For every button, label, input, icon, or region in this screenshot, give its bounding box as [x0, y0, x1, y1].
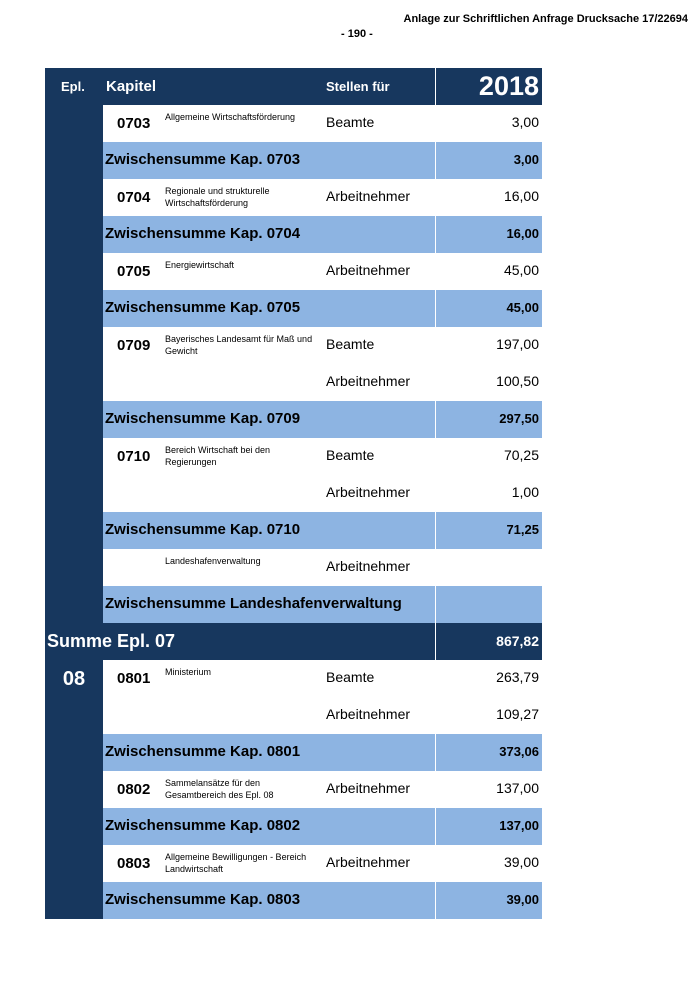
epl-cell — [45, 845, 103, 882]
stellen-value: 137,00 — [496, 780, 539, 796]
table-row — [45, 549, 542, 586]
epl-cell — [45, 882, 103, 919]
epl-cell — [45, 179, 103, 216]
subtotal-label: Zwischensumme Kap. 0802 — [105, 817, 301, 834]
stellen-table — [45, 68, 542, 919]
epl-cell — [45, 808, 103, 845]
kapitel-description: Landeshafenverwaltung — [165, 556, 261, 566]
header-kapitel: Kapitel — [106, 78, 157, 95]
stellen-type: Arbeitnehmer — [326, 262, 411, 278]
kapitel-number: 0710 — [117, 448, 151, 465]
kapitel-number: 0803 — [117, 855, 151, 872]
subtotal-label: Zwischensumme Kap. 0709 — [105, 410, 301, 427]
table-row — [45, 253, 542, 290]
epl-cell — [45, 401, 103, 438]
subtotal-value: 16,00 — [506, 226, 539, 241]
epl-cell — [45, 290, 103, 327]
stellen-type: Arbeitnehmer — [326, 373, 411, 389]
kapitel-description: Allgemeine Bewilligungen - Bereich Landwirtschaft — [165, 852, 307, 874]
header-epl: Epl. — [61, 79, 85, 94]
kapitel-number: 0801 — [117, 670, 151, 687]
kapitel-number: 0802 — [117, 781, 151, 798]
kapitel-number: 0704 — [117, 189, 151, 206]
subtotal-label: Zwischensumme Kap. 0803 — [105, 891, 301, 908]
table-header-row — [45, 68, 542, 105]
stellen-value: 70,25 — [503, 447, 539, 463]
page-number: - 190 - — [341, 28, 373, 40]
subtotal-row — [45, 401, 542, 438]
epl-number: 08 — [62, 668, 86, 690]
table-row — [45, 697, 542, 734]
table-row — [45, 771, 542, 808]
header-year: 2018 — [478, 71, 539, 101]
subtotal-row — [45, 586, 542, 623]
kapitel-description: Bayerisches Landesamt für Maß und Gewicht — [165, 334, 313, 356]
stellen-type: Beamte — [326, 336, 375, 352]
subtotal-row — [45, 734, 542, 771]
subtotal-row — [45, 882, 542, 919]
stellen-type: Arbeitnehmer — [326, 780, 411, 796]
stellen-type: Beamte — [326, 447, 375, 463]
total-row — [45, 623, 542, 660]
epl-cell — [45, 475, 103, 512]
kapitel-description: Bereich Wirtschaft bei den Regierungen — [165, 445, 271, 467]
table-row — [45, 845, 542, 882]
subtotal-row — [45, 808, 542, 845]
epl-cell — [45, 216, 103, 253]
table-row — [45, 179, 542, 216]
stellen-type: Arbeitnehmer — [326, 188, 411, 204]
epl-cell — [45, 586, 103, 623]
kapitel-number: 0709 — [117, 337, 151, 354]
stellen-type: Arbeitnehmer — [326, 706, 411, 722]
kapitel-description: Ministerium — [165, 667, 212, 677]
subtotal-row — [45, 142, 542, 179]
subtotal-row — [45, 290, 542, 327]
subtotal-label: Zwischensumme Landeshafenverwaltung — [105, 595, 402, 612]
epl-cell — [45, 364, 103, 401]
stellen-value: 39,00 — [503, 854, 539, 870]
stellen-type: Arbeitnehmer — [326, 484, 411, 500]
stellen-value: 109,27 — [496, 706, 539, 722]
epl-cell — [45, 512, 103, 549]
table-row — [45, 438, 542, 475]
kapitel-description: Energiewirtschaft — [165, 260, 235, 270]
subtotal-row — [45, 216, 542, 253]
stellen-type: Arbeitnehmer — [326, 558, 411, 574]
stellen-type: Arbeitnehmer — [326, 854, 411, 870]
table-row — [45, 105, 542, 142]
subtotal-value: 297,50 — [499, 411, 539, 426]
epl-cell — [45, 142, 103, 179]
kapitel-number: 0703 — [117, 115, 151, 132]
subtotal-value: 137,00 — [499, 818, 539, 833]
epl-cell — [45, 438, 103, 475]
stellen-value: 197,00 — [496, 336, 539, 352]
total-label: Summe Epl. 07 — [47, 631, 176, 651]
stellen-type: Beamte — [326, 669, 375, 685]
epl-cell — [45, 549, 103, 586]
stellen-value: 16,00 — [503, 188, 539, 204]
stellen-value: 1,00 — [511, 484, 539, 500]
table-row — [45, 364, 542, 401]
subtotal-value: 373,06 — [499, 744, 539, 759]
kapitel-description: Regionale und strukturelle Wirtschaftsförderung — [165, 186, 270, 208]
document-header-title: Anlage zur Schriftlichen Anfrage Drucksache 17/22694 — [403, 13, 688, 25]
subtotal-value: 45,00 — [506, 300, 539, 315]
kapitel-description: Sammelansätze für den Gesamtbereich des Epl. 08 — [165, 778, 274, 800]
subtotal-label: Zwischensumme Kap. 0705 — [105, 299, 301, 316]
kapitel-number: 0705 — [117, 263, 151, 280]
header-stellen-fuer: Stellen für — [326, 79, 390, 94]
stellen-type: Beamte — [326, 114, 375, 130]
table-row — [45, 475, 542, 512]
stellen-value: 263,79 — [496, 669, 539, 685]
epl-cell — [45, 253, 103, 290]
epl-cell — [45, 697, 103, 734]
table-row — [45, 327, 542, 364]
table-body — [45, 105, 542, 919]
subtotal-value: 71,25 — [506, 522, 539, 537]
epl-cell — [45, 771, 103, 808]
subtotal-label: Zwischensumme Kap. 0710 — [105, 521, 301, 538]
stellen-value: 45,00 — [503, 262, 539, 278]
total-value: 867,82 — [496, 633, 539, 649]
epl-cell — [45, 327, 103, 364]
stellen-value: 3,00 — [511, 114, 539, 130]
subtotal-value: 39,00 — [506, 892, 539, 907]
subtotal-label: Zwischensumme Kap. 0703 — [105, 151, 301, 168]
subtotal-label: Zwischensumme Kap. 0801 — [105, 743, 301, 760]
subtotal-value: 3,00 — [513, 152, 539, 167]
stellen-value: 100,50 — [496, 373, 539, 389]
epl-cell — [45, 105, 103, 142]
epl-cell — [45, 734, 103, 771]
kapitel-description: Allgemeine Wirtschaftsförderung — [165, 112, 296, 122]
subtotal-row — [45, 512, 542, 549]
subtotal-label: Zwischensumme Kap. 0704 — [105, 225, 301, 242]
table-row — [45, 660, 542, 697]
